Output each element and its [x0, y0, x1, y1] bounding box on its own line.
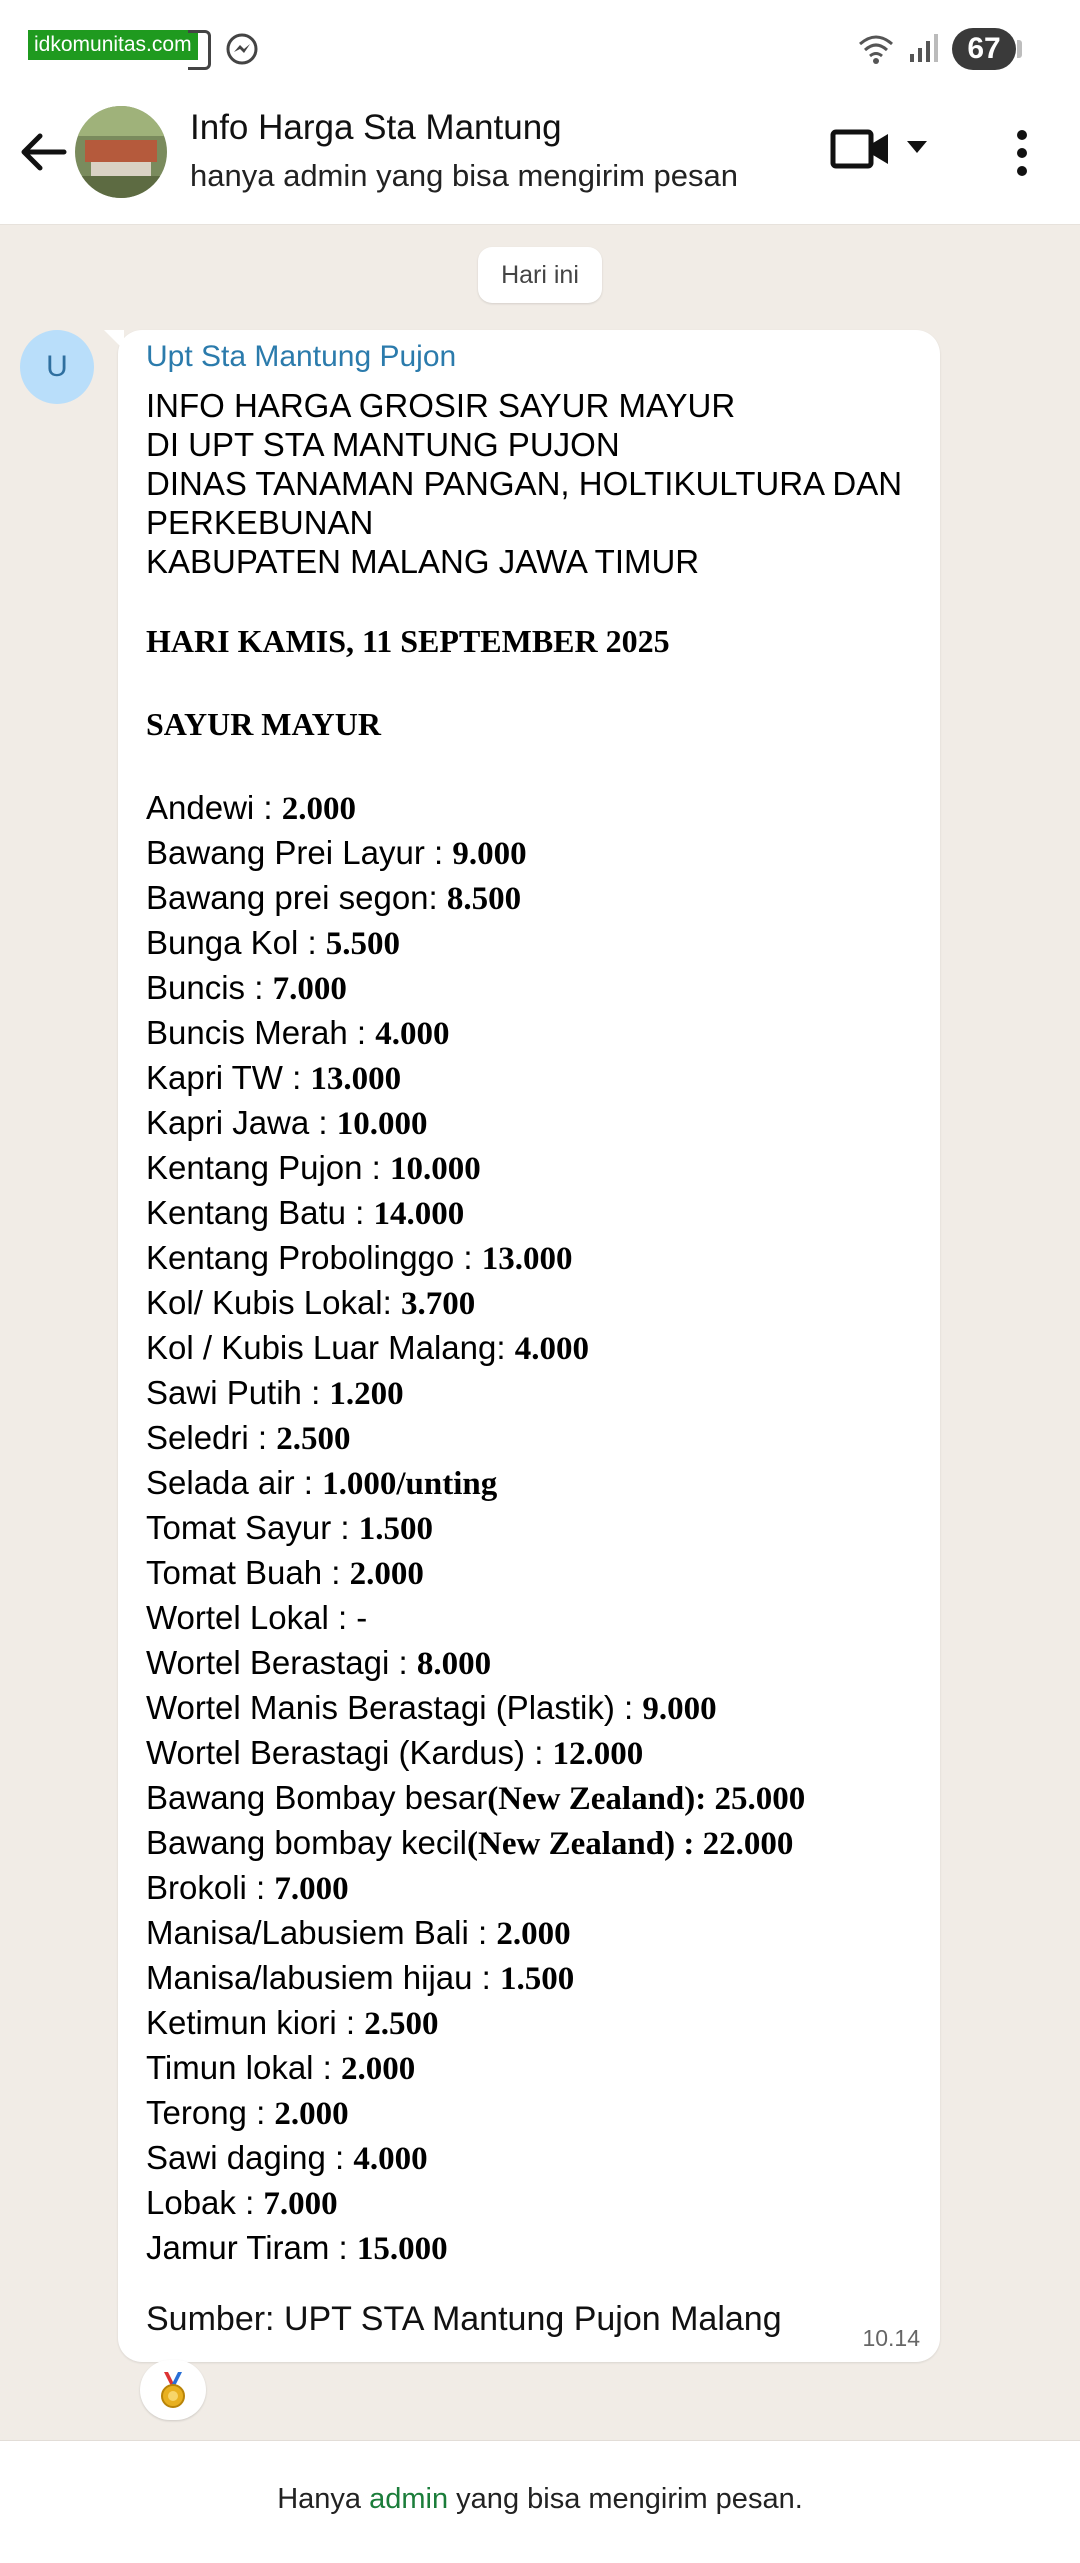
date-line: HARI KAMIS, 11 SEPTEMBER 2025 — [146, 623, 670, 659]
item-price: 2.500 — [364, 2006, 439, 2042]
item-name: Kapri TW : — [146, 1059, 311, 1096]
item-price: 2.000 — [341, 2051, 416, 2087]
item-name: Lobak : — [146, 2184, 264, 2221]
signal-icon — [906, 30, 942, 66]
item-name: Kol / Kubis Luar Malang: — [146, 1329, 515, 1366]
item-price: 8.000 — [416, 1646, 492, 1682]
price-item — [146, 830, 926, 875]
item-name: Andewi : — [146, 789, 282, 826]
item-name: Kol/ Kubis Lokal: — [146, 1284, 401, 1321]
item-price: 3.700 — [400, 1286, 476, 1322]
price-item — [146, 2045, 926, 2090]
item-price: (New Zealand): 25.000 — [487, 1781, 806, 1817]
item-name: Wortel Berastagi : — [146, 1644, 417, 1681]
price-item — [146, 1775, 926, 1820]
source-line: Sumber: UPT STA Mantung Pujon Malang — [146, 2300, 782, 2338]
price-item — [146, 1325, 926, 1370]
item-price: 9.000 — [452, 836, 527, 872]
item-name: Wortel Berastagi (Kardus) : — [146, 1734, 553, 1771]
item-price: 5.500 — [325, 926, 401, 962]
battery-indicator: 67 — [952, 28, 1016, 70]
item-name: Seledri : — [146, 1419, 277, 1456]
item-price: 14.000 — [373, 1196, 465, 1232]
notification-icon — [188, 30, 211, 70]
item-name: Wortel Manis Berastagi (Plastik) : — [146, 1689, 643, 1726]
header-line: KABUPATEN MALANG JAWA TIMUR — [146, 543, 700, 580]
item-name: Selada air : — [146, 1464, 323, 1501]
item-price: 7.000 — [263, 2186, 338, 2222]
item-name: Kentang Batu : — [146, 1194, 374, 1231]
message-bubble[interactable] — [118, 330, 940, 2362]
item-price: 2.000 — [349, 1556, 424, 1592]
price-item — [146, 1595, 926, 1640]
price-item — [146, 1460, 926, 1505]
price-item — [146, 1910, 926, 1955]
item-price: 9.000 — [642, 1691, 717, 1727]
item-name: Tomat Sayur : — [146, 1509, 359, 1546]
date-chip: Hari ini — [478, 247, 602, 303]
item-price: 4.000 — [375, 1016, 450, 1052]
item-price: 2.000 — [274, 2096, 349, 2132]
item-price: 10.000 — [336, 1106, 428, 1142]
price-item — [146, 1685, 926, 1730]
item-name: Bawang bombay kecil — [146, 1824, 468, 1861]
item-price: 13.000 — [310, 1061, 402, 1097]
footer-prefix: Hanya — [277, 2483, 370, 2515]
footer-text — [0, 2483, 1080, 2516]
price-item — [146, 2135, 926, 2180]
item-name: Bawang Prei Layur : — [146, 834, 453, 871]
item-price: 2.000 — [496, 1916, 571, 1952]
header-line: DINAS TANAMAN PANGAN, HOLTIKULTURA DAN — [146, 465, 903, 502]
item-price: 12.000 — [552, 1736, 644, 1772]
item-name: Ketimun kiori : — [146, 2004, 365, 2041]
item-price: 1.000/unting — [322, 1466, 498, 1502]
group-avatar[interactable] — [75, 106, 167, 198]
item-price: 2.500 — [276, 1421, 351, 1457]
price-item — [146, 2090, 926, 2135]
price-item — [146, 2180, 926, 2225]
section-title: SAYUR MAYUR — [146, 706, 381, 742]
group-photo — [75, 106, 167, 198]
price-item — [146, 1730, 926, 1775]
item-name: Sawi daging : — [146, 2139, 354, 2176]
price-item — [146, 2225, 926, 2270]
item-name: Terong : — [146, 2094, 275, 2131]
header-line: DI UPT STA MANTUNG PUJON — [146, 426, 620, 463]
price-item — [146, 965, 926, 1010]
item-name: Bawang prei segon: — [146, 879, 447, 916]
admin-link[interactable]: admin — [369, 2483, 449, 2515]
price-item — [146, 1505, 926, 1550]
header-line: INFO HARGA GROSIR SAYUR MAYUR — [146, 387, 736, 424]
more-options-icon[interactable] — [1010, 128, 1034, 178]
medal-icon — [156, 2370, 190, 2410]
app-bar — [0, 96, 1080, 225]
header-line: PERKEBUNAN — [146, 504, 374, 541]
wifi-icon — [856, 28, 896, 68]
item-name: Brokoli : — [146, 1869, 275, 1906]
price-item — [146, 1865, 926, 1910]
item-name: Bunga Kol : — [146, 924, 326, 961]
price-item — [146, 1055, 926, 1100]
item-price: 7.000 — [274, 1871, 349, 1907]
message-time: 10.14 — [862, 2325, 920, 2351]
item-price: 1.500 — [358, 1511, 433, 1547]
item-price: 7.000 — [272, 971, 347, 1007]
back-arrow-icon[interactable] — [18, 126, 70, 178]
footer-suffix: yang bisa mengirim pesan. — [448, 2483, 803, 2515]
chat-subtitle: hanya admin yang bisa mengirim pesan — [190, 158, 738, 193]
item-price: (New Zealand) : 22.000 — [467, 1826, 794, 1862]
price-item — [146, 1100, 926, 1145]
item-name: Buncis : — [146, 969, 273, 1006]
item-name: Manisa/Labusiem Bali : — [146, 1914, 497, 1951]
messenger-icon — [225, 32, 259, 66]
price-item — [146, 1010, 926, 1055]
sender-name[interactable]: Upt Sta Mantung Pujon — [146, 340, 457, 373]
price-item — [146, 875, 926, 920]
item-name: Bawang Bombay besar — [146, 1779, 488, 1816]
item-name: Manisa/labusiem hijau : — [146, 1959, 501, 1996]
item-price: 1.500 — [500, 1961, 575, 1997]
price-item — [146, 1190, 926, 1235]
item-price: 1.200 — [329, 1376, 404, 1412]
item-price: 8.500 — [446, 881, 522, 917]
item-name: Buncis Merah : — [146, 1014, 376, 1051]
item-name: Sawi Putih : — [146, 1374, 330, 1411]
footer-notice — [0, 2440, 1080, 2563]
reaction-badge[interactable] — [140, 2360, 206, 2420]
item-name: Kapri Jawa : — [146, 1104, 337, 1141]
price-item — [146, 920, 926, 965]
price-item — [146, 1550, 926, 1595]
chat-title[interactable]: Info Harga Sta Mantung — [190, 108, 562, 147]
item-price: 10.000 — [390, 1151, 481, 1187]
item-name: Jamur Tiram : — [146, 2229, 357, 2266]
item-price: 4.000 — [514, 1331, 589, 1367]
item-price: 15.000 — [356, 2231, 448, 2267]
price-item — [146, 785, 926, 830]
item-name: Timun lokal : — [146, 2049, 342, 2086]
message-body — [146, 386, 926, 2270]
item-price: 13.000 — [481, 1241, 573, 1277]
item-name: Wortel Lokal : - — [146, 1599, 368, 1636]
price-item — [146, 2000, 926, 2045]
item-name: Kentang Probolinggo : — [146, 1239, 482, 1276]
sender-avatar[interactable]: U — [20, 330, 94, 404]
item-name: Tomat Buah : — [146, 1554, 350, 1591]
price-item — [146, 1640, 926, 1685]
price-list — [146, 785, 926, 2270]
item-price: 4.000 — [353, 2141, 428, 2177]
item-name: Kentang Pujon : — [146, 1149, 391, 1186]
price-item — [146, 1145, 926, 1190]
video-call-icon[interactable] — [830, 126, 892, 172]
watermark: idkomunitas.com — [28, 30, 198, 60]
status-bar — [0, 0, 1080, 96]
price-item — [146, 1820, 926, 1865]
price-item — [146, 1955, 926, 2000]
item-price: 2.000 — [281, 791, 356, 827]
price-item — [146, 1235, 926, 1280]
price-item — [146, 1280, 926, 1325]
price-item — [146, 1415, 926, 1460]
price-item — [146, 1370, 926, 1415]
chevron-down-icon[interactable] — [905, 138, 929, 156]
